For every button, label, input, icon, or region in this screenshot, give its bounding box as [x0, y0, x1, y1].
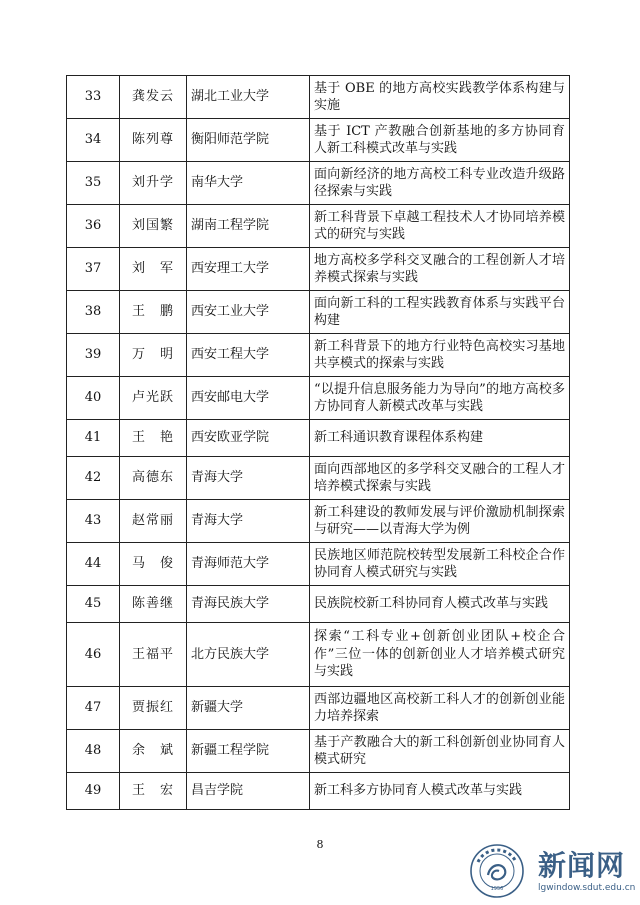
school-name: 北方民族大学 — [187, 623, 310, 687]
table-row — [67, 377, 570, 420]
project-title: “以提升信息服务能力为导向”的地方高校多方协同育人新模式改革与实践 — [310, 377, 570, 420]
project-table-body — [67, 76, 570, 810]
row-number: 33 — [67, 76, 120, 119]
school-name: 青海师范大学 — [187, 543, 310, 586]
leader-name: 龚发云 — [120, 76, 187, 119]
leader-name: 刘 军 — [120, 248, 187, 291]
leader-name: 王福平 — [120, 623, 187, 687]
school-name: 西安工程大学 — [187, 334, 310, 377]
watermark-url: lgwindow.sdut.edu.cn — [538, 883, 636, 893]
table-row — [67, 248, 570, 291]
table-row — [67, 500, 570, 543]
leader-name: 王 宏 — [120, 773, 187, 810]
school-name: 昌吉学院 — [187, 773, 310, 810]
table-row — [67, 420, 570, 457]
school-name: 新疆大学 — [187, 687, 310, 730]
table-row — [67, 543, 570, 586]
leader-name: 余 斌 — [120, 730, 187, 773]
table-row — [67, 76, 570, 119]
project-title: 西部边疆地区高校新工科人才的创新创业能力培养探索 — [310, 687, 570, 730]
row-number: 48 — [67, 730, 120, 773]
row-number: 42 — [67, 457, 120, 500]
school-name: 西安工业大学 — [187, 291, 310, 334]
project-title: 面向新工科的工程实践教育体系与实践平台构建 — [310, 291, 570, 334]
leader-name: 王 艳 — [120, 420, 187, 457]
leader-name: 陈善继 — [120, 586, 187, 623]
project-title: 新工科通识教育课程体系构建 — [310, 420, 570, 457]
table-row — [67, 291, 570, 334]
university-seal-icon — [468, 842, 526, 900]
row-number: 43 — [67, 500, 120, 543]
project-title: 面向新经济的地方高校工科专业改造升级路径探索与实践 — [310, 162, 570, 205]
row-number: 46 — [67, 623, 120, 687]
row-number: 38 — [67, 291, 120, 334]
row-number: 49 — [67, 773, 120, 810]
seal-year: 1956 — [490, 886, 504, 892]
table-row — [67, 586, 570, 623]
school-name: 青海民族大学 — [187, 586, 310, 623]
leader-name: 刘国繁 — [120, 205, 187, 248]
leader-name: 马 俊 — [120, 543, 187, 586]
row-number: 37 — [67, 248, 120, 291]
table-row — [67, 623, 570, 687]
row-number: 39 — [67, 334, 120, 377]
school-name: 南华大学 — [187, 162, 310, 205]
leader-name: 王 鹏 — [120, 291, 187, 334]
leader-name: 陈列尊 — [120, 119, 187, 162]
row-number: 44 — [67, 543, 120, 586]
row-number: 47 — [67, 687, 120, 730]
leader-name: 高德东 — [120, 457, 187, 500]
row-number: 41 — [67, 420, 120, 457]
row-number: 34 — [67, 119, 120, 162]
school-name: 青海大学 — [187, 457, 310, 500]
school-name: 青海大学 — [187, 500, 310, 543]
leader-name: 赵常丽 — [120, 500, 187, 543]
school-name: 新疆工程学院 — [187, 730, 310, 773]
leader-name: 卢光跃 — [120, 377, 187, 420]
table-row — [67, 119, 570, 162]
table-row — [67, 773, 570, 810]
table-row — [67, 687, 570, 730]
project-title: 民族地区师范院校转型发展新工科校企合作协同育人模式研究与实践 — [310, 543, 570, 586]
row-number: 40 — [67, 377, 120, 420]
project-title: 面向西部地区的多学科交叉融合的工程人才培养模式探索与实践 — [310, 457, 570, 500]
project-title: 基于 OBE 的地方高校实践教学体系构建与实施 — [310, 76, 570, 119]
project-title: 新工科建设的教师发展与评价激励机制探索与研究——以青海大学为例 — [310, 500, 570, 543]
school-name: 西安欧亚学院 — [187, 420, 310, 457]
project-title: 基于 ICT 产教融合创新基地的多方协同育人新工科模式改革与实践 — [310, 119, 570, 162]
table-row — [67, 457, 570, 500]
row-number: 36 — [67, 205, 120, 248]
page-number: 8 — [316, 838, 324, 851]
project-title: 民族院校新工科协同育人模式改革与实践 — [310, 586, 570, 623]
project-title: 新工科背景下的地方行业特色高校实习基地共享模式的探索与实践 — [310, 334, 570, 377]
project-title: 新工科背景下卓越工程技术人才协同培养模式的研究与实践 — [310, 205, 570, 248]
news-site-watermark — [468, 842, 636, 900]
leader-name: 万 明 — [120, 334, 187, 377]
row-number: 45 — [67, 586, 120, 623]
school-name: 湖北工业大学 — [187, 76, 310, 119]
row-number: 35 — [67, 162, 120, 205]
table-row — [67, 205, 570, 248]
school-name: 衡阳师范学院 — [187, 119, 310, 162]
project-title: 地方高校多学科交叉融合的工程创新人才培养模式探索与实践 — [310, 248, 570, 291]
school-name: 西安理工大学 — [187, 248, 310, 291]
school-name: 西安邮电大学 — [187, 377, 310, 420]
project-title: 探索“工科专业+创新创业团队+校企合作”三位一体的创新创业人才培养模式研究与实践 — [310, 623, 570, 687]
project-title: 基于产教融合大的新工科创新创业协同育人模式研究 — [310, 730, 570, 773]
table-row — [67, 162, 570, 205]
table-row — [67, 334, 570, 377]
project-table — [66, 75, 570, 810]
table-row — [67, 730, 570, 773]
leader-name: 刘升学 — [120, 162, 187, 205]
school-name: 湖南工程学院 — [187, 205, 310, 248]
watermark-title: 新闻网 — [538, 849, 626, 882]
project-title: 新工科多方协同育人模式改革与实践 — [310, 773, 570, 810]
leader-name: 贾振红 — [120, 687, 187, 730]
